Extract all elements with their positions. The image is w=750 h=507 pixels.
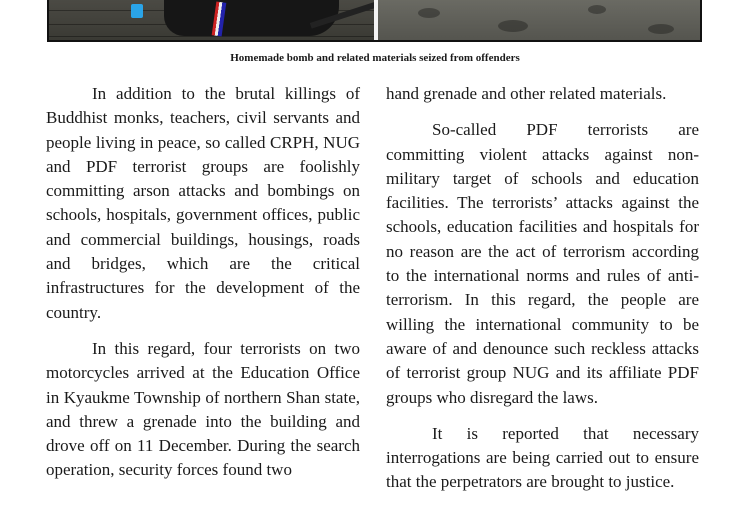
seized-materials-photo — [47, 0, 702, 42]
right-paragraph-2: So-called PDF terrorists are committing violent attacks against non-military target of schools and education facilities. The terrorists’ attacks against the schools, education facilities and hospitals for no reason are the act of terrorism according to the international norms and rules of anti-terrorism. In this regard, the people are willing the international community to be aware of and denounce such reckless attacks of terrorist group NUG and its affiliate PDF groups who disregard the laws. — [386, 120, 699, 407]
left-paragraph-2: In this regard, four terrorists on two motorcycles arrived at the Education Office in Kyaukme Township of northern Shan state, and threw a grenade into the building and drove off on 11 December. During the search operation, security forces found two — [46, 338, 360, 480]
left-column — [46, 82, 360, 495]
right-paragraph-continued: hand grenade and other related materials. — [386, 84, 667, 103]
right-column — [386, 82, 699, 507]
photo-ground — [378, 0, 700, 40]
blue-container — [131, 4, 143, 18]
black-bag — [164, 0, 339, 36]
left-paragraph-1: In addition to the brutal killings of Buddhist monks, teachers, civil servants and people living in peace, so called CRPH, NUG and PDF terrorist groups are foolishly committing arson attacks and bombings on schools, hospitals, government offices, public and commercial buildings, housings, roads and bridges, which are the critical infrastructures for the development of the country. — [46, 84, 360, 322]
photo-bag-on-ground — [49, 0, 374, 40]
figure-caption: Homemade bomb and related materials seized from offenders — [230, 52, 520, 64]
right-paragraph-3: It is reported that necessary interrogations are being carried out to ensure that the perpetrators are brought to justice. — [386, 423, 699, 492]
